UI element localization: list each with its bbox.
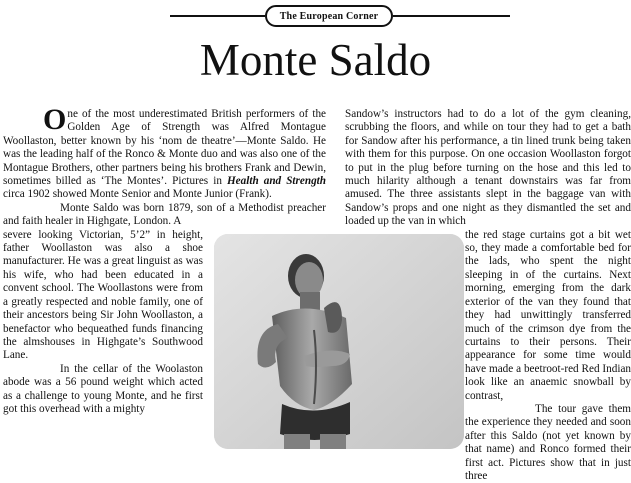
paragraph-1-text-a: ne of the most underestimated British performers of the Golden Age of Strength was Alfred Montague Woollaston, better known by his ‘nom de theatre’—Monte Saldo. He was the leading half of the Ronco & Monte duo and was also one of the Montague Brothers, other partners being his brothers Frank and Dewin, sometimes billed as ‘The Montes’. Pictures in — [3, 108, 326, 188]
paragraph-5: The tour gave them the experience they needed and soon after this Saldo (not yet known by that name) and Ronco formed their first act. Pictures show that in just three — [465, 402, 631, 482]
paragraph-2-continued: severe looking Victorian, 5’2” in height, father Woollaston was also a shoe manufacturer. He was a great linguist as was his wife, who had been educated in a convent school. The Woollastons were from a greatly respected and noble family, one of their ancestors being Sir John Woollaston, a benefactor who bequeathed funds financing the almshouses in Highgate’s Southwood Lane. — [3, 228, 203, 362]
paragraph-3: In the cellar of the Woolaston abode was a 56 pound weight which acted as a challenge to young Monte, and he first got this overhead with a mighty — [3, 362, 203, 415]
paragraph-1-text-b: circa 1902 showed Monte Senior and Monte Junior (Frank). — [3, 188, 272, 201]
paragraph-1 — [3, 103, 326, 202]
strongman-photo — [214, 234, 464, 449]
header-rule-right — [393, 15, 510, 17]
article-title: Monte Saldo — [199, 35, 432, 85]
paragraph-2: Monte Saldo was born 1879, son of a Methodist preacher and faith healer in Highgate, London. A — [3, 201, 326, 228]
strongman-figure-icon — [214, 234, 464, 449]
publication-name: Health and Strength — [226, 175, 326, 188]
paragraph-4: Sandow’s instructors had to do a lot of the gym cleaning, scrubbing the floors, and while on tour they had to get a bath for Sandow after his performance, a tin lined trunk being taken with them for this purpose. On one occasion Woollaston forgot to put in the plug before turning on the hose and this led to much hilarity although a tenant downstairs was far from amused. The three assistants slept in the baggage van with Sandow’s props and one night as they dismantled the set and loaded up the van in which — [345, 108, 631, 228]
drop-cap: O — [43, 103, 67, 136]
header-rule-left — [170, 15, 265, 17]
paragraph-4-continued: the red stage curtains got a bit wet so, they made a comfortable bed for the lads, who spent the night sleeping in of the curtains. Next morning, emerging from the dark exterior of the van they found that they had unwittingly transferred much of the crimson dye from the curtains to their persons. Their appearance for some time would have made a beetroot-red Red Indian look like an anaemic snowball by contrast, — [465, 228, 631, 402]
section-label: The European Corner — [265, 5, 393, 27]
